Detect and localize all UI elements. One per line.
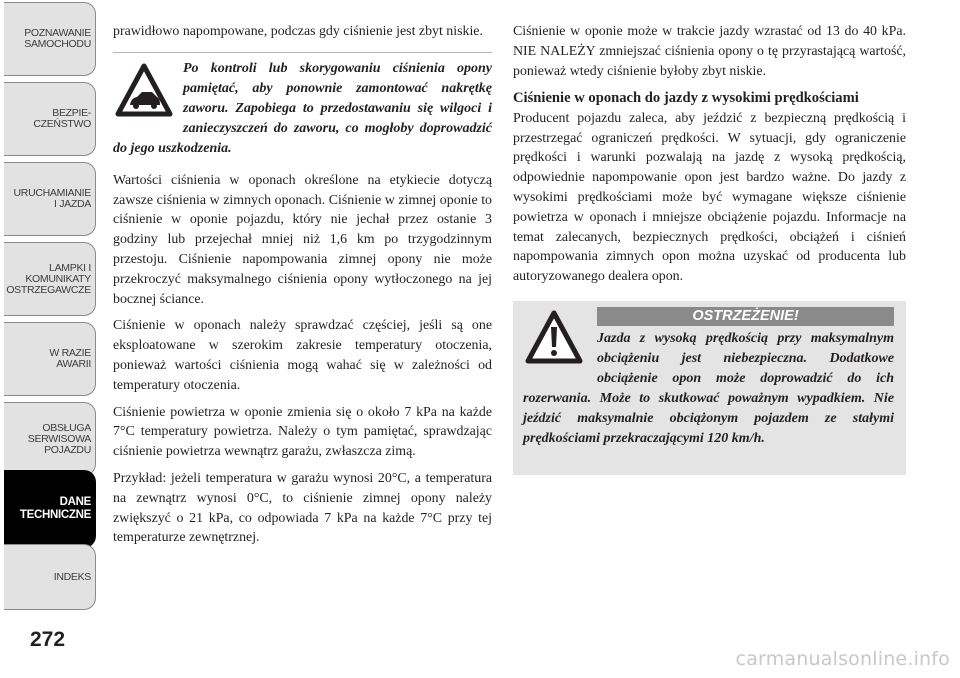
watermark: carmanualsonline.info [735, 648, 950, 670]
exclamation-warning-icon [523, 309, 585, 377]
left-column [113, 22, 492, 548]
chapter-sidebar [0, 0, 98, 678]
paragraph: Wartości ciśnienia w oponach określone na etykiecie dotyczą zawsze ciśnienia w zimnych oponach. Ciśnienie w zimnej oponie to ciśnienie w oponie pojazdu, który nie jechał przez ostanie 3 godziny lub przejechał mniej niż 1,6 km po trzygodzinnym przestoju. Ciśnienie napompowania zimnej opony nie może przekroczyć maksymalnego ciśnienia opony wytłoczonego na jej bocznej ściance. [113, 172, 492, 307]
tab-indeks[interactable] [4, 544, 96, 610]
paragraph: Ciśnienie w oponach należy sprawdzać częściej, jeśli są one eksploatowane w szerokim zakresie temperatury otoczenia, ponieważ wartości ciśnienia mogą wahać się w zależności od temperatury otoczenia. [113, 318, 492, 393]
tab-obsluga-serwisowa[interactable] [4, 402, 96, 476]
tab-label: POZNAWANIE SAMOCHODU [24, 27, 91, 50]
paragraph: Ciśnienie powietrza w oponie zmienia się o około 7 kPa na każde 7°C temperatury powietrza. Należy o tym pamiętać, sprawdzając ciśnienie powietrza wewnątrz garażu, zwłaszcza zimą. [113, 404, 492, 460]
page-number: 272 [30, 628, 66, 651]
tab-lampki-i-komunikaty[interactable] [4, 242, 96, 316]
note-text: Po kontroli lub skorygowaniu ciśnienia opony pamiętać, aby ponownie zamontować nakrętkę zaworu. Zapobiega to przedostawaniu się wilgoci i zanieczyszczeń do zaworu, co mogłoby doprowadzić do jego uszkodzenia. [113, 60, 492, 156]
tab-label: URUCHAMIANIE I JAZDA [13, 187, 91, 210]
tab-label: BEZPIE- CZEŃSTWO [33, 107, 91, 130]
tab-label: OBSŁUGA SERWISOWA POJAZDU [27, 421, 91, 456]
tab-label: INDEKS [53, 570, 91, 583]
left-intro-text: prawidłowo napompowane, podczas gdy ciśnienie jest zbyt niskie. [113, 24, 483, 39]
tab-poznawanie-samochodu[interactable] [4, 2, 96, 76]
warning-text: Jazda z wysoką prędkością przy maksymalnym obciążeniu jest niebezpieczna. Dodatkowe obciążenie opon może doprowadzić do ich rozerwania. Może to skutkować poważnym wypadkiem. Nie jeździć maksymalnie obciążonym pojazdem ze stałymi prędkościami przekraczającymi 120 km/h. [523, 331, 894, 447]
warning-box [513, 301, 906, 475]
car-warning-icon [113, 63, 175, 129]
paragraph: Przykład: jeżeli temperatura w garażu wynosi 20°C, a temperatura na zewnątrz wynosi 0°C, to ciśnienie zimnej opony należy zwiększyć o 21 kPa, co odpowiada 7 kPa na każde 7°C przy tej temperaturze zewnętrznej. [113, 470, 492, 546]
tab-uruchamianie-i-jazda[interactable] [4, 162, 96, 236]
tab-dane-techniczne[interactable] [4, 470, 96, 548]
warning-title: OSTRZEŻENIE! [597, 307, 894, 326]
section-heading: Ciśnienie w oponach do jazdy z wysokimi prędkościami [513, 90, 859, 107]
tab-label: LAMPKI I KOMUNIKATY OSTRZEGAWCZE [6, 261, 91, 296]
section-body: Producent pojazdu zaleca, aby jeździć z bezpieczną prędkością i przestrzegać ograniczeń prędkości. W sytuacji, gdy ograniczenie prędkości i warunki pozwalają na jazdę z wysoką prędkością, odpowiednie napompowanie opon jest bardzo ważne. Do jazdy z wysokimi prędkościami może być wymagane większe ciśnienie powietrza w oponach i mniejsze obciążenie pojazdu. Informacje na temat zalecanych, bezpiecznych prędkości, obciążeń i ciśnień napompowania zimnych opon można uzyskać od producenta lub autoryzowanego dealera opon. [513, 110, 906, 285]
right-intro-text: Ciśnienie w oponie może w trakcie jazdy wzrastać od 13 do 40 kPa. NIE NALEŻY zmniejszać ciśnienia opony o tę przyrastającą wartość, ponieważ wtedy ciśnienie byłoby zbyt niskie. [513, 24, 906, 79]
note-box [113, 52, 492, 159]
tab-label: DANE TECHNICZNE [19, 496, 91, 521]
right-column [513, 22, 906, 475]
tab-w-razie-awarii[interactable] [4, 322, 96, 396]
tab-bezpieczenstwo[interactable] [4, 82, 96, 156]
tab-label: W RAZIE AWARII [49, 347, 91, 370]
